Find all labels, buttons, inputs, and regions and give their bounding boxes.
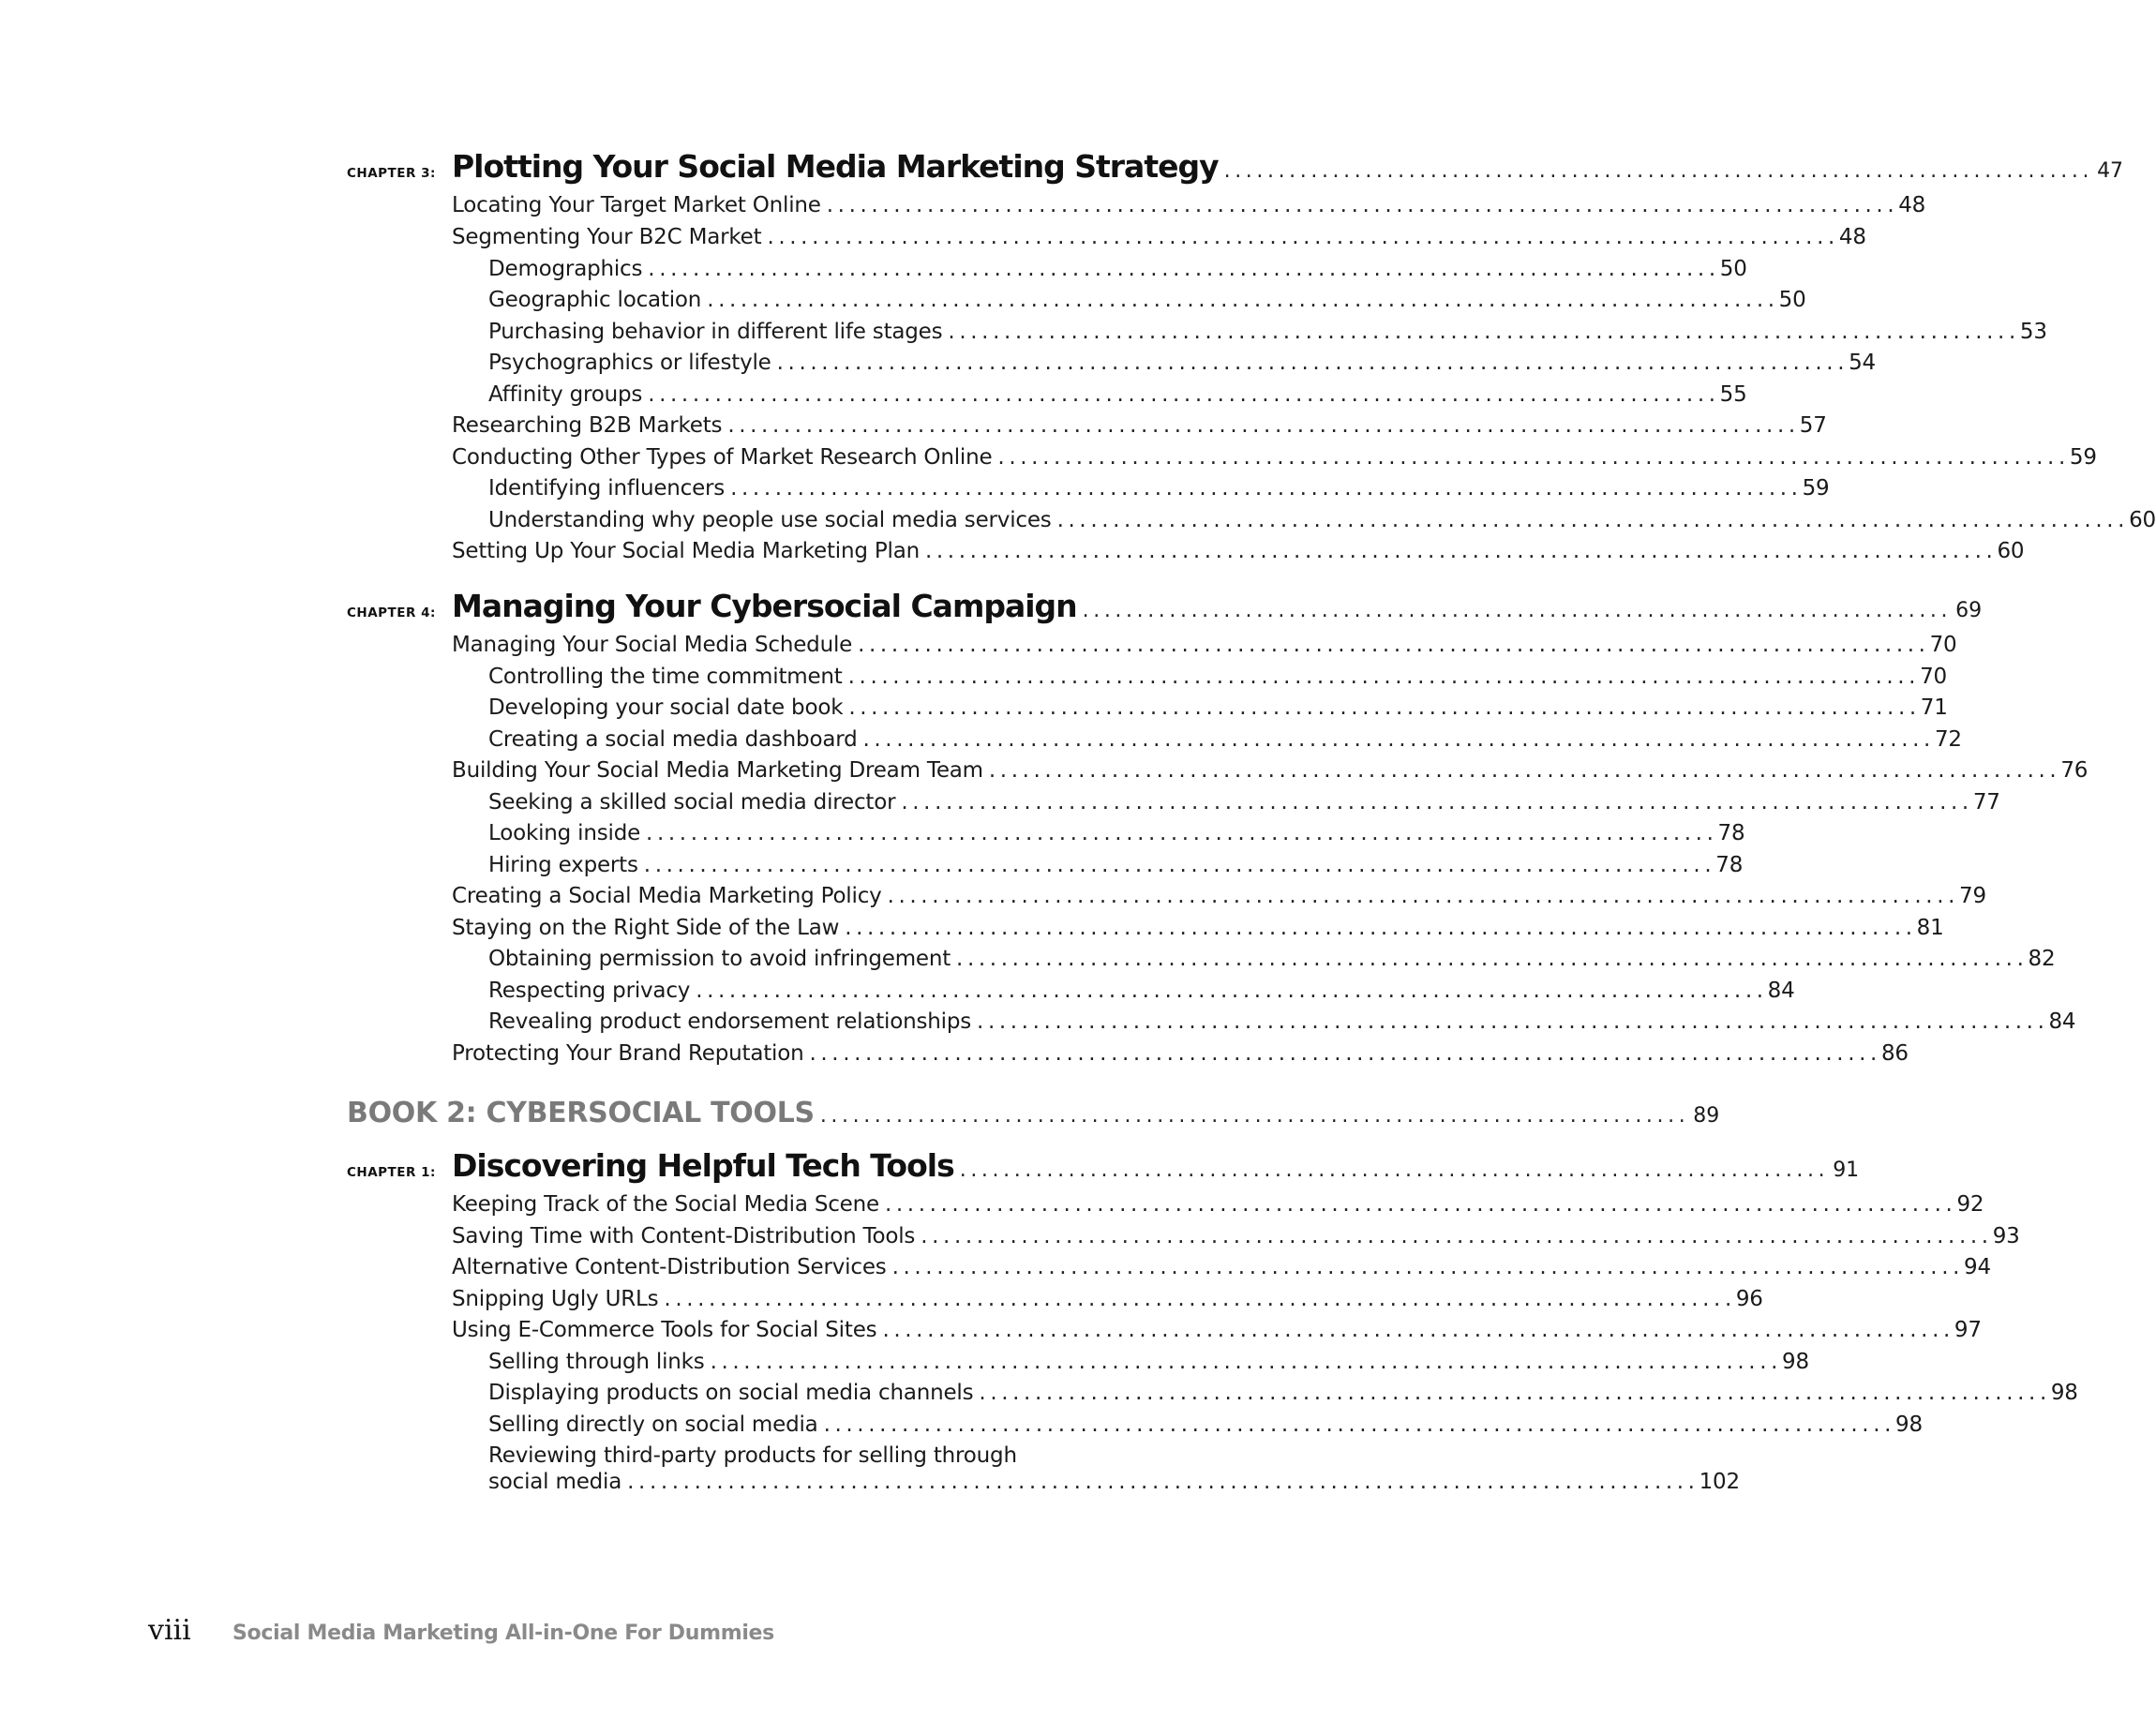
book2-chapter-1-heading[interactable]: [347, 1147, 1860, 1190]
entry-title: Snipping Ugly URLs: [452, 1287, 659, 1311]
leader-dots: ................................................................................: [819, 1104, 1690, 1128]
leader-dots: ................................................................................................: [845, 916, 1917, 940]
entry-title: Developing your social date book: [488, 695, 844, 720]
entry-title: Hiring experts: [488, 853, 638, 877]
toc-entry[interactable]: [488, 320, 2047, 350]
chapter-3-heading[interactable]: [347, 148, 2124, 191]
entry-title: Locating Your Target Market Online: [452, 193, 821, 217]
page-number: 50: [1719, 257, 1747, 281]
page-number: 96: [1735, 1287, 1763, 1311]
toc-entry[interactable]: [452, 539, 2025, 569]
toc-entry[interactable]: [452, 193, 1926, 223]
entry-title: Creating a social media dashboard: [488, 727, 858, 752]
page-number: 77: [1972, 790, 2000, 815]
page-number: 70: [1929, 633, 1957, 657]
toc-entry[interactable]: [488, 1350, 1809, 1380]
toc-entry[interactable]: [452, 1224, 2020, 1254]
page-number: 93: [1992, 1224, 2020, 1248]
leader-dots: ................................................................................................: [891, 1255, 1965, 1279]
toc-entry[interactable]: [488, 257, 1747, 287]
leader-dots: ................................................................................................: [627, 1470, 1699, 1494]
entry-title: Displaying products on social media channels: [488, 1381, 974, 1405]
leader-dots: ................................................................................................: [826, 193, 1899, 217]
toc-entry[interactable]: [488, 351, 1876, 381]
toc-entry[interactable]: [452, 884, 1986, 914]
page-number: 53: [2019, 320, 2047, 344]
leader-dots: ................................................................................................: [648, 382, 1720, 407]
entry-title: Researching B2B Markets: [452, 413, 723, 438]
page-number: 98: [2050, 1381, 2078, 1405]
page-number: 79: [1959, 884, 1986, 908]
toc-entry[interactable]: [488, 790, 2000, 820]
toc-entry[interactable]: [452, 225, 1866, 255]
entry-title: Seeking a skilled social media director: [488, 790, 896, 815]
leader-dots: ................................................................................................: [848, 695, 1921, 720]
leader-dots: ................................................................................................: [730, 476, 1803, 501]
entry-title: Looking inside: [488, 821, 641, 845]
page-number: 102: [1699, 1470, 1740, 1494]
page-number: 59: [1802, 476, 1830, 501]
page-number: 78: [1717, 821, 1745, 845]
page-number: 71: [1920, 695, 1948, 720]
leader-dots: ................................................................................................: [727, 413, 1800, 438]
leader-dots: ................................................................................................: [884, 1192, 1957, 1217]
leader-dots: ................................................................................................: [707, 288, 1779, 312]
leader-dots: ................................................................................................: [901, 790, 1973, 815]
entry-title: Demographics: [488, 257, 643, 281]
page-number: 70: [1920, 665, 1947, 689]
toc-entry[interactable]: [488, 853, 1744, 883]
toc-entry-wrapped-line[interactable]: Reviewing third-party products for selling through: [488, 1443, 1017, 1468]
book-2-heading[interactable]: [347, 1097, 1720, 1136]
page-number: 84: [1767, 979, 1795, 1003]
chapter-label: CHAPTER 4:: [347, 605, 436, 620]
toc-entry[interactable]: [488, 1413, 1923, 1443]
page-number: 60: [2129, 508, 2156, 532]
entry-title: Psychographics or lifestyle: [488, 351, 771, 375]
entry-title: Selling through links: [488, 1350, 705, 1374]
toc-entry[interactable]: [488, 727, 1962, 757]
toc-entry[interactable]: [488, 476, 1830, 506]
chapter-title: Managing Your Cybersocial Campaign: [452, 588, 1077, 624]
leader-dots: ................................................................................................: [948, 320, 2020, 344]
toc-entry[interactable]: [452, 445, 2097, 475]
leader-dots: ................................................................................................: [710, 1350, 1783, 1374]
toc-entry[interactable]: [488, 1470, 1740, 1500]
page-number: 97: [1954, 1318, 1982, 1342]
entry-title: Protecting Your Brand Reputation: [452, 1041, 804, 1066]
chapter-label: CHAPTER 3:: [347, 166, 436, 181]
page-number: 50: [1778, 288, 1806, 312]
page-number: 54: [1849, 351, 1876, 375]
book-title: BOOK 2: CYBERSOCIAL TOOLS: [347, 1097, 815, 1129]
toc-entry[interactable]: [452, 1255, 1991, 1285]
leader-dots: ................................................................................................: [646, 821, 1718, 845]
page-number: 57: [1799, 413, 1827, 438]
page-number: 55: [1719, 382, 1747, 407]
page-number: 47: [2097, 159, 2124, 183]
leader-dots: ................................................................................: [1082, 599, 1953, 622]
chapter-label: CHAPTER 1:: [347, 1165, 436, 1180]
leader-dots: ................................................................................................: [988, 758, 2061, 783]
leader-dots: ................................................................................................: [767, 225, 1839, 249]
page-number: 48: [1838, 225, 1866, 249]
leader-dots: ................................................................................: [1223, 159, 2094, 183]
entry-title: Managing Your Social Media Schedule: [452, 633, 853, 657]
entry-title: Affinity groups: [488, 382, 643, 407]
leader-dots: ................................................................................................: [847, 665, 1921, 689]
leader-dots: ................................................................................................: [1056, 508, 2130, 532]
toc-entry[interactable]: [488, 1009, 2076, 1039]
toc-entry[interactable]: [452, 413, 1827, 443]
leader-dots: ................................................................................: [959, 1158, 1830, 1182]
toc-entry[interactable]: [488, 1381, 2078, 1411]
leader-dots: ................................................................................................: [882, 1318, 1954, 1342]
entry-title: Saving Time with Content-Distribution Tools: [452, 1224, 916, 1248]
leader-dots: ................................................................................................: [862, 727, 1935, 752]
page-number: 89: [1693, 1104, 1720, 1128]
leader-dots: ................................................................................................: [648, 257, 1720, 281]
toc-entry[interactable]: [452, 916, 1944, 946]
entry-title: Setting Up Your Social Media Marketing Plan: [452, 539, 920, 563]
page-number: 98: [1895, 1413, 1923, 1437]
leader-dots: ................................................................................................: [887, 884, 1960, 908]
leader-dots: ................................................................................................: [997, 445, 2070, 470]
leader-dots: ................................................................................................: [858, 633, 1930, 657]
page-number: 94: [1964, 1255, 1991, 1279]
toc-entry[interactable]: [488, 821, 1745, 851]
leader-dots: ................................................................................................: [921, 1224, 1993, 1248]
entry-title: Geographic location: [488, 288, 702, 312]
entry-title: Keeping Track of the Social Media Scene: [452, 1192, 879, 1217]
toc-entry[interactable]: [488, 979, 1795, 1009]
footer-book-title: Social Media Marketing All-in-One For Dummies: [232, 1622, 774, 1645]
leader-dots: ................................................................................................: [956, 947, 2029, 971]
entry-title: Understanding why people use social media services: [488, 508, 1052, 532]
toc-entry[interactable]: [452, 1041, 1909, 1071]
chapter-title: Discovering Helpful Tech Tools: [452, 1147, 954, 1184]
page-number: 76: [2060, 758, 2089, 783]
toc-entry[interactable]: [488, 947, 2056, 977]
page-number: 72: [1934, 727, 1962, 752]
page-number: 48: [1898, 193, 1926, 217]
entry-title: Selling directly on social media: [488, 1413, 818, 1437]
page-number: 82: [2028, 947, 2056, 971]
toc-entry[interactable]: [452, 1318, 1982, 1348]
entry-title: Conducting Other Types of Market Research Online: [452, 445, 993, 470]
entry-title: Identifying influencers: [488, 476, 726, 501]
leader-dots: ................................................................................................: [977, 1009, 2049, 1034]
toc-entry[interactable]: [488, 508, 2156, 538]
entry-title: Controlling the time commitment: [488, 665, 843, 689]
leader-dots: ................................................................................................: [823, 1413, 1896, 1437]
page-number: 98: [1782, 1350, 1809, 1374]
toc-entry[interactable]: [488, 288, 1806, 318]
toc-entry[interactable]: [452, 1192, 1984, 1222]
leader-dots: ................................................................................................: [979, 1381, 2051, 1405]
page-number: 81: [1916, 916, 1944, 940]
toc-entry[interactable]: [488, 382, 1747, 412]
leader-dots: ................................................................................................: [664, 1287, 1736, 1311]
leader-dots: ................................................................................................: [924, 539, 1998, 563]
entry-title: social media: [488, 1470, 622, 1494]
page-number: 92: [1956, 1192, 1984, 1217]
page-number: 86: [1880, 1041, 1909, 1066]
leader-dots: ................................................................................................: [809, 1041, 1881, 1066]
leader-dots: ................................................................................................: [643, 853, 1716, 877]
page-number: 91: [1833, 1158, 1860, 1182]
footer-page-number: viii: [148, 1614, 191, 1647]
entry-title: Building Your Social Media Marketing Dream Team: [452, 758, 983, 783]
entry-title: Respecting privacy: [488, 979, 691, 1003]
entry-title: Obtaining permission to avoid infringement: [488, 947, 951, 971]
leader-dots: ................................................................................................: [776, 351, 1849, 375]
toc-entry[interactable]: [452, 633, 1957, 663]
entry-title: Alternative Content-Distribution Services: [452, 1255, 887, 1279]
toc-entry[interactable]: [452, 1287, 1763, 1317]
entry-title: Purchasing behavior in different life stages: [488, 320, 943, 344]
entry-title: Staying on the Right Side of the Law: [452, 916, 840, 940]
entry-title: Creating a Social Media Marketing Policy: [452, 884, 882, 908]
page-number: 78: [1715, 853, 1744, 877]
toc-entry[interactable]: [488, 665, 1947, 695]
page-number: 60: [1997, 539, 2025, 563]
toc-entry[interactable]: [488, 695, 1948, 725]
leader-dots: ................................................................................................: [696, 979, 1768, 1003]
chapter-4-heading[interactable]: [347, 588, 1983, 631]
entry-title: Segmenting Your B2C Market: [452, 225, 762, 249]
toc-entry[interactable]: [452, 758, 2089, 788]
chapter-title: Plotting Your Social Media Marketing Strategy: [452, 148, 1219, 185]
entry-title: Revealing product endorsement relationships: [488, 1009, 972, 1034]
page-number: 69: [1955, 599, 1983, 622]
entry-title: Using E-Commerce Tools for Social Sites: [452, 1318, 877, 1342]
page-number: 59: [2069, 445, 2097, 470]
page-number: 84: [2048, 1009, 2076, 1034]
